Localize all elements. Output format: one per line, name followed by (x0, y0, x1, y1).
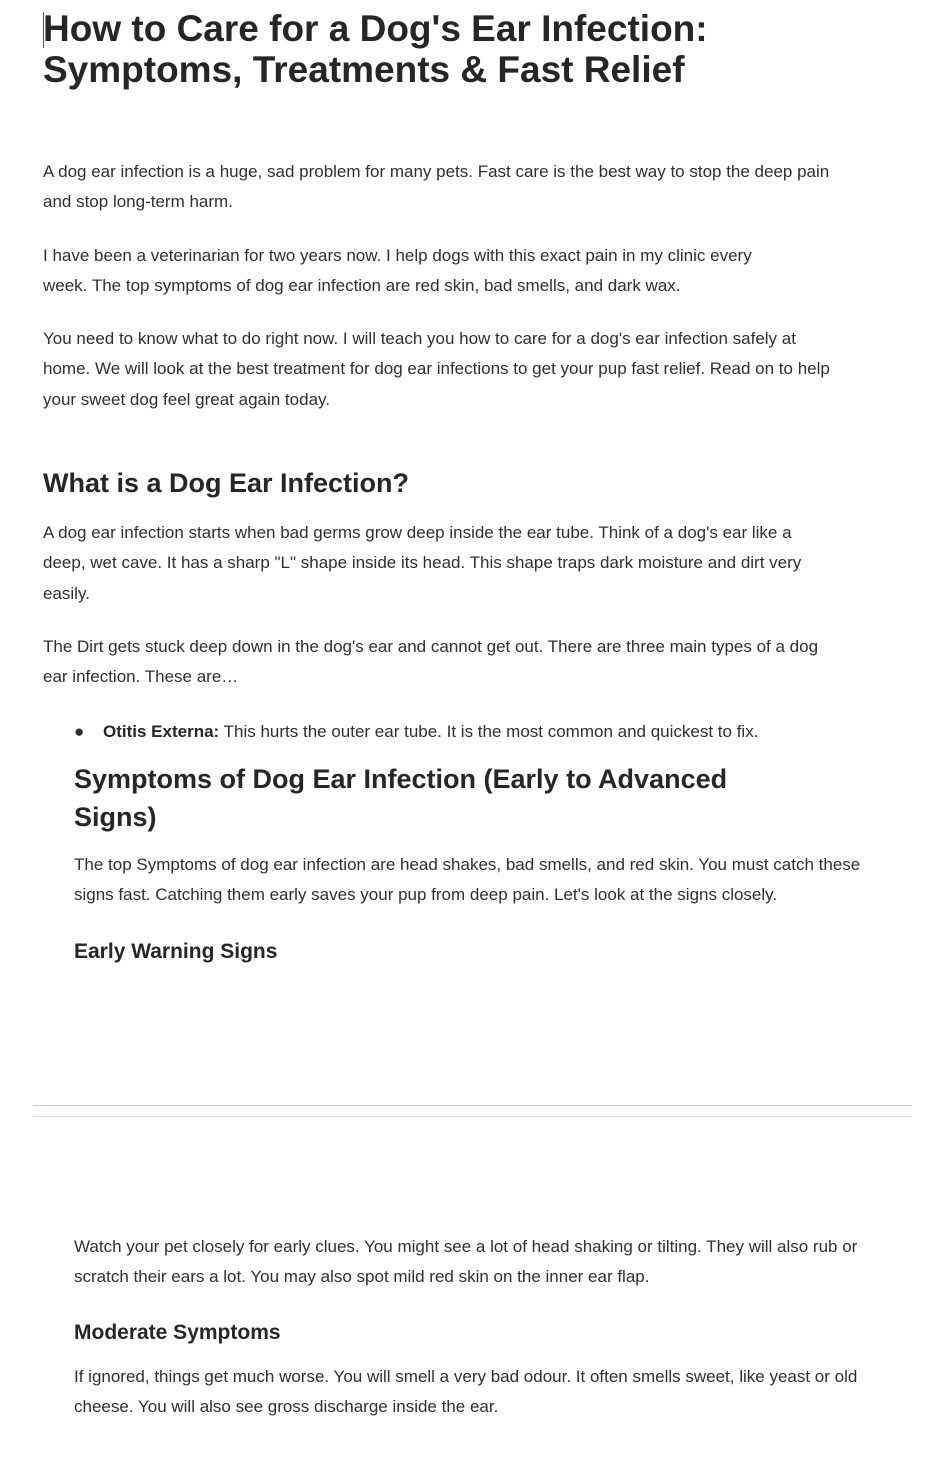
section-heading-what-is: What is a Dog Ear Infection? (43, 468, 410, 498)
article-title: How to Care for a Dog's Ear Infection: Symptoms, Treatments & Fast Relief (43, 8, 708, 90)
page-break-divider (33, 1105, 912, 1106)
what-is-paragraph-1: A dog ear infection starts when bad germs grow deep inside the ear tube. Think of a dog's ear like a deep, wet cave. It has a sharp "L" shape inside its head. This shape traps dark moisture and dirt very easily. (43, 523, 802, 603)
intro-paragraph-2: I have been a veterinarian for two years now. I help dogs with this exact pain in my clinic every week. The top symptoms of dog ear infection are red skin, bad smells, and dark wax. (43, 246, 752, 296)
symptoms-intro-paragraph: The top Symptoms of dog ear infection are head shakes, bad smells, and red skin. You must catch these signs fast. Catching them early saves your pup from deep pain. Let's look at the signs closely. (74, 855, 861, 905)
intro-paragraph-1: A dog ear infection is a huge, sad problem for many pets. Fast care is the best way to stop the deep pain and stop long-term harm. (43, 162, 830, 212)
section-heading-symptoms: Symptoms of Dog Ear Infection (Early to Advanced Signs) (74, 764, 728, 832)
list-item-text (103, 717, 758, 747)
bullet-icon: ● (74, 722, 85, 741)
list-item-description: This hurts the outer ear tube. It is the most common and quickest to fix. (219, 722, 759, 741)
intro-paragraph-3: You need to know what to do right now. I will teach you how to care for a dog's ear infection safely at home. We will look at the best treatment for dog ear infections to get your pup fast relief. Read on to help your sweet dog feel great again today. (43, 329, 830, 409)
moderate-symptoms-paragraph: If ignored, things get much worse. You will smell a very bad odour. It often smells sweet, like yeast or old cheese. You will also see gross discharge inside the ear. (74, 1367, 858, 1417)
subheading-moderate-symptoms: Moderate Symptoms (74, 1321, 281, 1344)
page-break-divider-lower (33, 1116, 912, 1117)
list-item-term: Otitis Externa: (103, 722, 220, 741)
subheading-early-warning-signs: Early Warning Signs (74, 940, 278, 963)
early-signs-paragraph: Watch your pet closely for early clues. You might see a lot of head shaking or tilting. They will also rub or scratch their ears a lot. You may also spot mild red skin on the inner ear flap. (74, 1237, 858, 1287)
what-is-paragraph-2: The Dirt gets stuck deep down in the dog's ear and cannot get out. There are three main types of a dog ear infection. These are… (43, 637, 819, 687)
